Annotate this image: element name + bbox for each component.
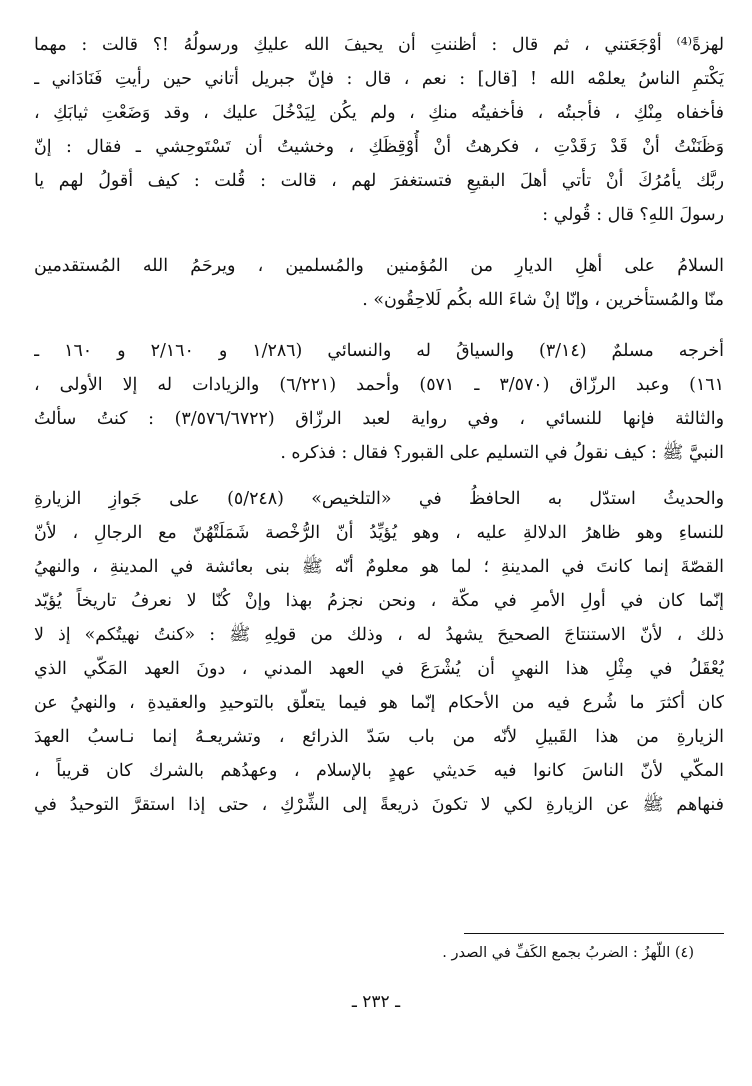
text-line: الزيارةِ من هذا القَبيلِ لأنّه من باب سَدّ الذرائع ، وتشريعـهُ إنما نـاسبُ العهدَ [34, 727, 724, 747]
text-line: وَظَنَنْتُ أنْ قَدْ رَقَدْتِ ، فكرهتُ أنْ أُوْقِظَكِ ، وخشيتُ أن تَسْتَوحِشي ـ فقال : إنّ [34, 137, 724, 157]
text-line: ١٦١) وعبد الرزّاق (٣/٥٧٠ ـ ٥٧١) وأحمد (٦/٢٢١) والزيادات له إلا الأولى ، [34, 375, 724, 395]
text-line: النبيَّ ﷺ : كيف نقولُ في التسليم على القبور؟ فقال : فذكره . [280, 443, 724, 463]
paragraph-commentary [34, 482, 724, 822]
text-line: للنساءِ وهو ظاهرُ الدلالةِ عليه ، وهو يُؤيِّدُ أنّ الرُّخْصة شَمَلَتْهُنّ مع الرجالِ ، لأنّ [34, 523, 724, 543]
text-line: فنهاهم ﷺ عن الزيارةِ لكي لا تكونَ ذريعةً إلى الشِّرْكِ ، حتى إذا استقرَّ التوحيدُ في [34, 795, 724, 815]
paragraph-takhrij [34, 334, 724, 470]
text-line: منّا والمُستأخرين ، وإنّا إنْ شاءَ الله بكُم لَلاحِقُون» . [362, 290, 724, 310]
text-line: فأخفاه مِنْكِ ، فأجبتُه ، فأخفيتُه منكِ ، ولم يكُن لِيَدْخُلَ عليك ، وقد وَضَعْتِ ثيابَكِ ، [34, 103, 724, 123]
text-line: القصّةَ إنما كانتَ في المدينةِ ؛ لما هو معلومٌ أنّه ﷺ بنى بعائشة في المدينةِ ، والنهيُ [34, 557, 724, 577]
paragraph-gap [34, 317, 724, 334]
text-line: ربَّك يأمُرُكَ أنْ تأتي أهلَ البقيعِ فتستغفرَ لهم ، قالت : قُلت : كيف أقولُ لهم يا [34, 171, 724, 191]
text-line: السلامُ على أهلِ الديارِ من المُؤمنين والمُسلمين ، ويرحَمُ الله المُستقدمين [34, 256, 724, 276]
page-number: ـ ٢٣٢ ـ [351, 992, 401, 1012]
text-line: رسولَ اللهِ؟ قال : قُولي : [542, 205, 724, 225]
text-line: أخرجه مسلمٌ (٣/١٤) والسياقُ له والنسائي (١/٢٨٦ و ٢/١٦٠ و ١٦٠ ـ [34, 341, 724, 361]
footnote-divider [464, 933, 724, 934]
text-line: إنّما كان في أولِ الأمرِ في مكّة ، ونحن نجزمُ بهذا وإنْ كُنّا لا نعرفُ تاريخاً يُؤيّد [34, 591, 724, 611]
text-line: يَكْتمِ الناسُ يعلمْه الله ! [قال] : نعم ، قال : فإنّ جبريل أتاني حين رأيتِ فَنَادَاني ـ [34, 69, 724, 89]
footnote: (٤) اللّهزُ : الضربُ بجمع الكَفِّ في الصدر . [442, 945, 694, 961]
paragraph-greeting [34, 249, 724, 317]
text-line: المكّي لأنّ الناسَ كانوا فيه حَديثي عهدٍ بالإسلام ، وعهدُهم بالشرك كان قريباً ، [34, 761, 724, 781]
text-line: والحديثُ استدّل به الحافظُ في «التلخيص» (٥/٢٤٨) على جَوازِ الزيارةِ [34, 489, 724, 509]
text-line: لهزةً⁽⁴⁾ أوْجَعَتني ، ثم قال : أظننتِ أن يحيفَ الله عليكِ ورسولُهُ !؟ قالت : مهما [34, 35, 724, 55]
paragraph-gap [34, 232, 724, 249]
main-text [34, 28, 724, 822]
paragraph-gap [34, 470, 724, 482]
text-line: والثالثة فإنها للنسائي ، وفي رواية لعبد الرزّاق (٣/٥٧٦/٦٧٢٢) : كنتُ سألتُ [34, 409, 724, 429]
text-line: كان أكثرَ ما شُرع فيه من الأحكام إنّما هو فيما يتعلّق بالتوحيدِ والعقيدةِ ، والنهيُ عن [34, 693, 724, 713]
paragraph-hadith-narration [34, 28, 724, 232]
text-line: يُعْقَلُ في مِثْلِ هذا النهيِ أن يُشْرَعَ في العهد المدني ، دونَ العهد المَكّي الذي [34, 659, 724, 679]
text-line: ذلك ، لأنّ الاستنتاجَ الصحيحَ يشهدُ له ، وذلك من قولِهِ ﷺ : «كنتُ نهيتُكم» إذ لا [34, 625, 724, 645]
